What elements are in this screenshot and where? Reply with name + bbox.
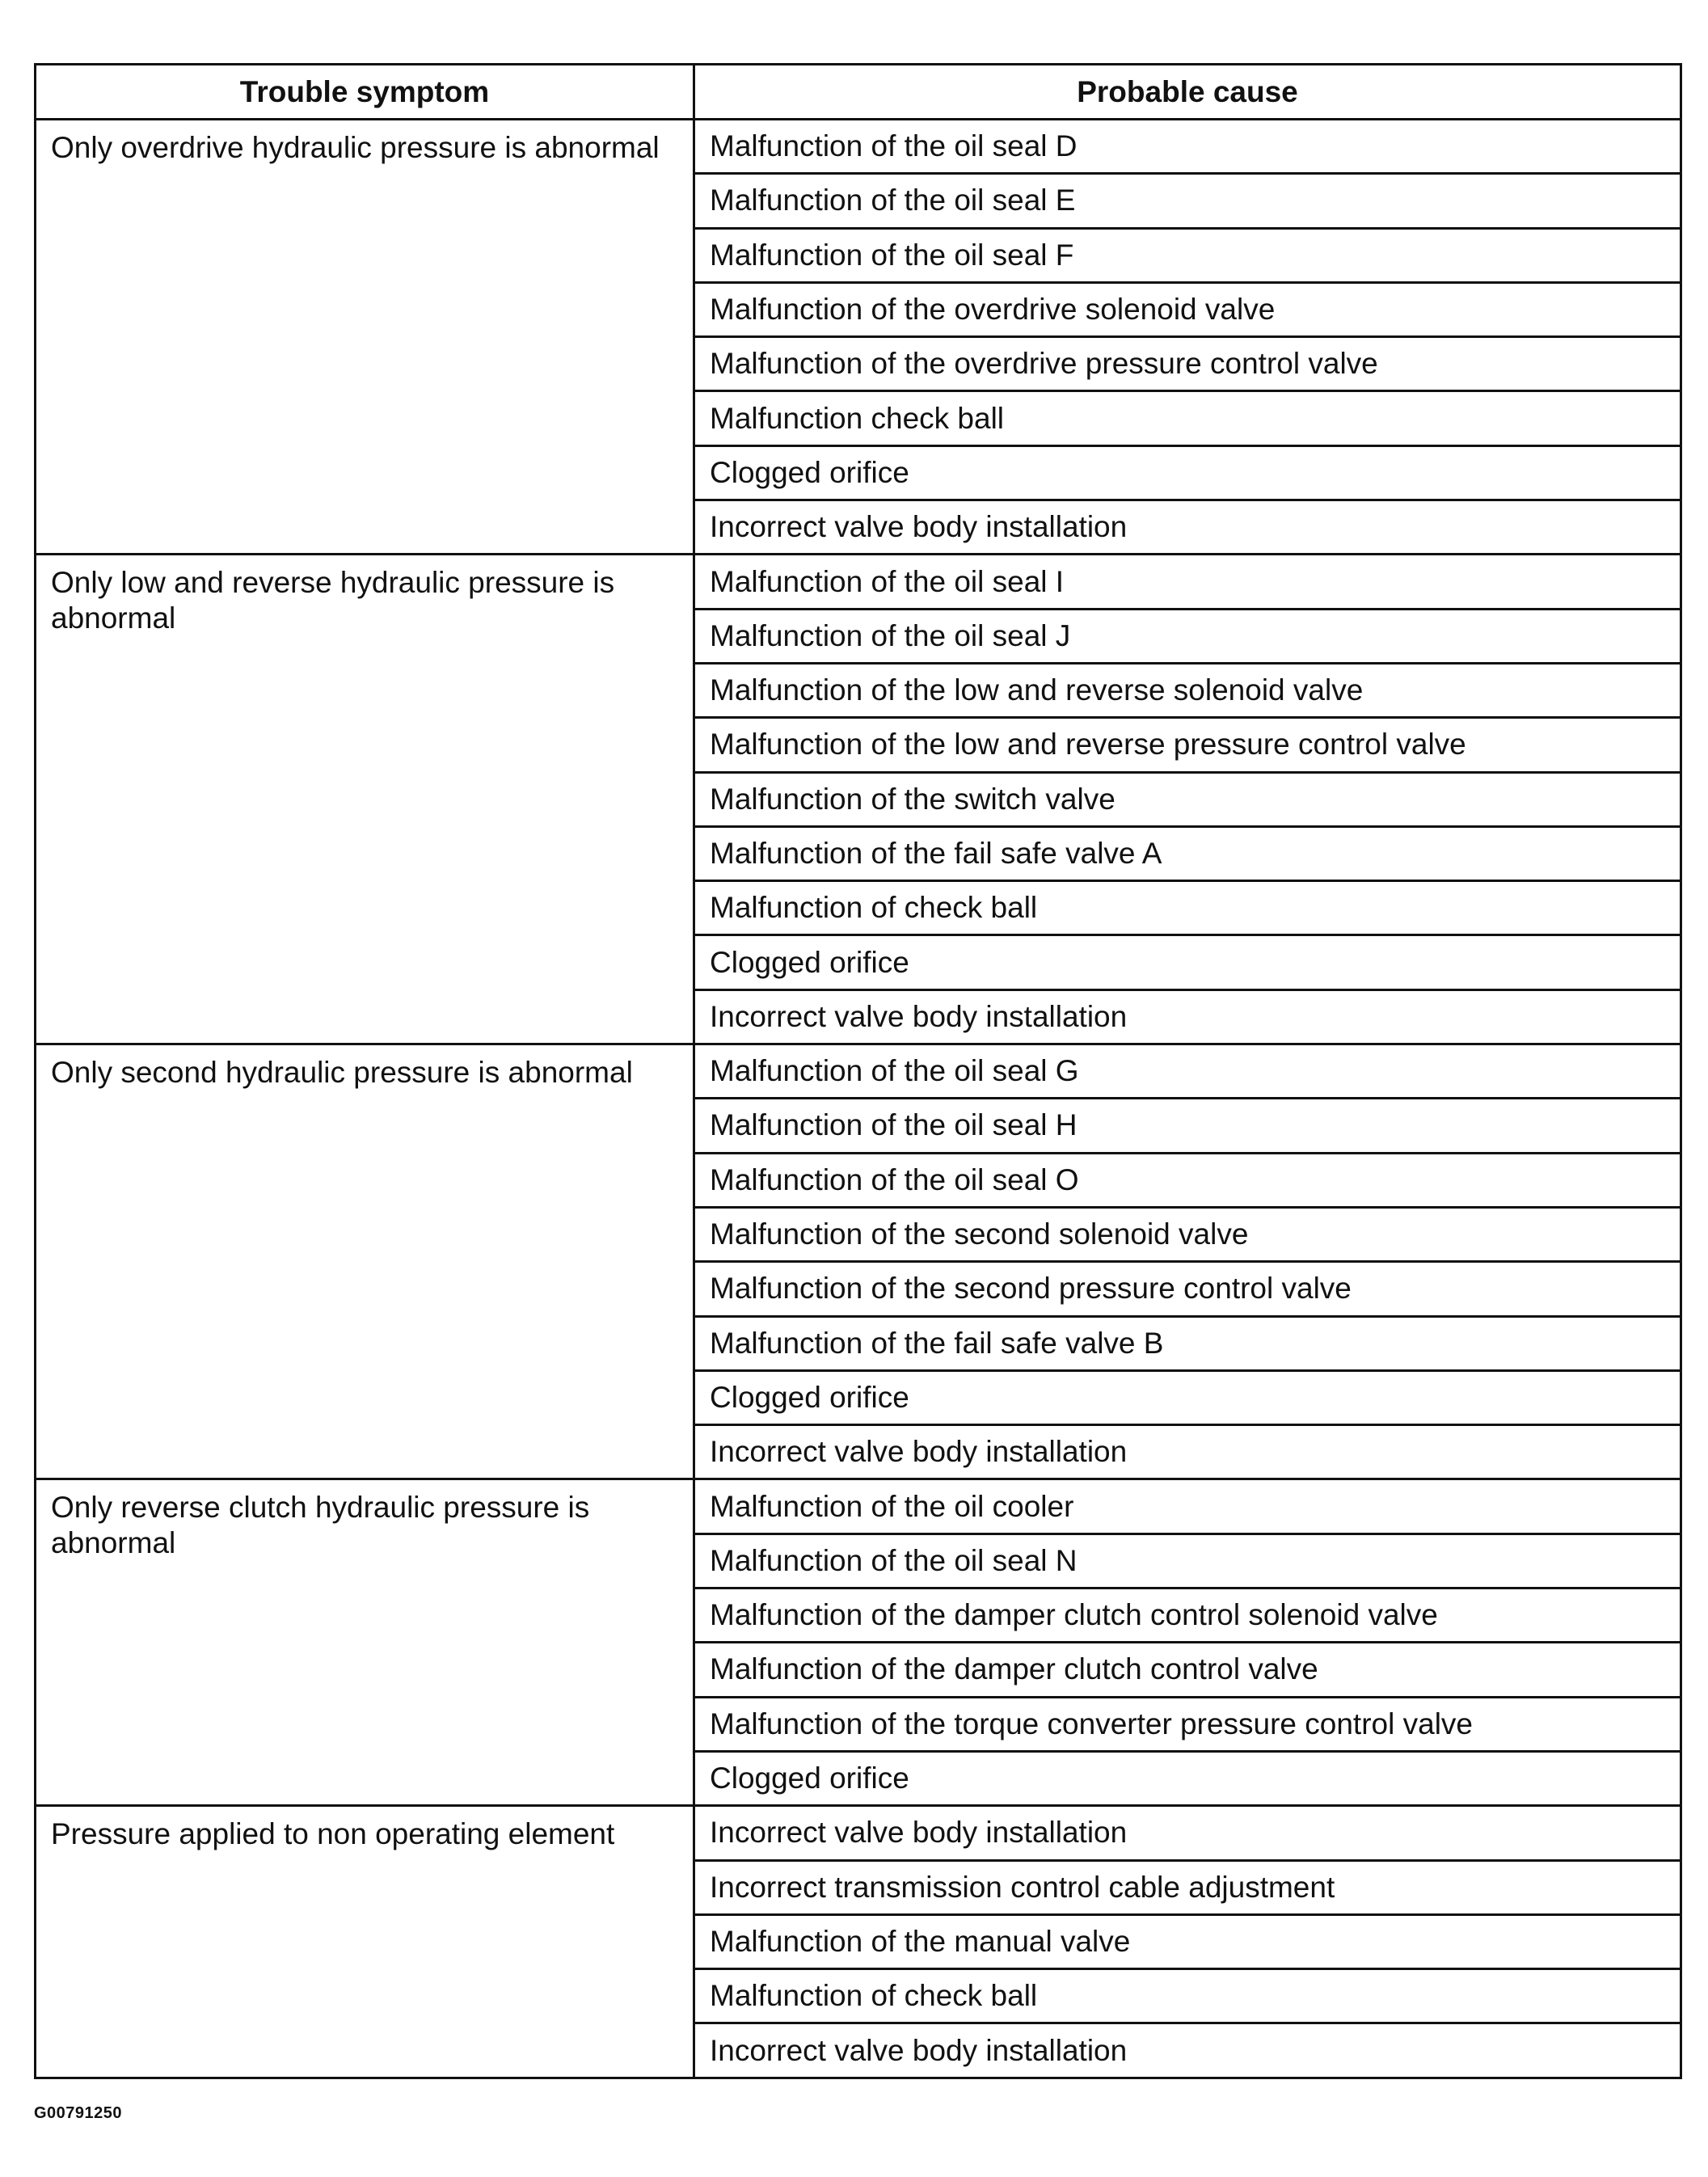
probable-cause-cell: Malfunction of the torque converter pressure control valve: [694, 1697, 1681, 1751]
probable-cause-cell: Malfunction of the damper clutch control solenoid valve: [694, 1588, 1681, 1643]
probable-cause-cell: Clogged orifice: [694, 935, 1681, 989]
probable-cause-cell: Malfunction of the oil seal O: [694, 1153, 1681, 1207]
probable-cause-cell: Incorrect valve body installation: [694, 989, 1681, 1044]
table-body: [36, 120, 1681, 2078]
probable-cause-cell: Malfunction of the oil seal N: [694, 1534, 1681, 1588]
probable-cause-cell: Clogged orifice: [694, 1370, 1681, 1424]
probable-cause-cell: Malfunction of the overdrive pressure control valve: [694, 337, 1681, 391]
probable-cause-cell: Malfunction of the oil seal H: [694, 1099, 1681, 1153]
troubleshooting-table: [34, 63, 1682, 2079]
probable-cause-cell: Incorrect valve body installation: [694, 500, 1681, 555]
figure-code: G00791250: [34, 2104, 123, 2122]
probable-cause-cell: Malfunction of the oil seal G: [694, 1044, 1681, 1099]
probable-cause-cell: Malfunction of the oil seal E: [694, 174, 1681, 228]
probable-cause-cell: Clogged orifice: [694, 1751, 1681, 1805]
probable-cause-cell: Incorrect valve body installation: [694, 2023, 1681, 2078]
header-row: [36, 65, 1681, 120]
table-row: [36, 120, 1681, 174]
trouble-symptom-cell: Pressure applied to non operating element: [36, 1806, 694, 2078]
probable-cause-cell: Incorrect valve body installation: [694, 1425, 1681, 1479]
probable-cause-cell: Malfunction of the fail safe valve A: [694, 826, 1681, 880]
probable-cause-cell: Malfunction check ball: [694, 391, 1681, 445]
probable-cause-cell: Malfunction of the oil seal F: [694, 228, 1681, 282]
table-row: [36, 1806, 1681, 1860]
trouble-symptom-cell: Only overdrive hydraulic pressure is abnormal: [36, 120, 694, 555]
probable-cause-cell: Malfunction of the fail safe valve B: [694, 1316, 1681, 1370]
probable-cause-cell: Malfunction of the manual valve: [694, 1914, 1681, 1968]
probable-cause-cell: Malfunction of the overdrive solenoid valve: [694, 282, 1681, 336]
probable-cause-cell: Malfunction of the switch valve: [694, 772, 1681, 826]
trouble-symptom-cell: Only reverse clutch hydraulic pressure is abnormal: [36, 1479, 694, 1806]
probable-cause-cell: Malfunction of the oil seal D: [694, 120, 1681, 174]
document-sheet: [34, 63, 1680, 2079]
probable-cause-cell: Malfunction of the damper clutch control valve: [694, 1643, 1681, 1697]
probable-cause-cell: Malfunction of check ball: [694, 881, 1681, 935]
probable-cause-cell: Malfunction of the low and reverse solenoid valve: [694, 663, 1681, 717]
probable-cause-cell: Incorrect valve body installation: [694, 1806, 1681, 1860]
probable-cause-cell: Malfunction of the low and reverse pressure control valve: [694, 718, 1681, 772]
header-probable-cause: Probable cause: [694, 65, 1681, 120]
probable-cause-cell: Incorrect transmission control cable adjustment: [694, 1860, 1681, 1914]
trouble-symptom-cell: Only low and reverse hydraulic pressure is abnormal: [36, 555, 694, 1044]
table-row: [36, 1044, 1681, 1099]
probable-cause-cell: Malfunction of the second pressure control valve: [694, 1262, 1681, 1316]
trouble-symptom-cell: Only second hydraulic pressure is abnormal: [36, 1044, 694, 1479]
probable-cause-cell: Malfunction of the oil seal J: [694, 609, 1681, 663]
table-row: [36, 1479, 1681, 1534]
probable-cause-cell: Clogged orifice: [694, 445, 1681, 500]
probable-cause-cell: Malfunction of the oil seal I: [694, 555, 1681, 609]
probable-cause-cell: Malfunction of check ball: [694, 1969, 1681, 2023]
table-row: [36, 555, 1681, 609]
probable-cause-cell: Malfunction of the oil cooler: [694, 1479, 1681, 1534]
probable-cause-cell: Malfunction of the second solenoid valve: [694, 1207, 1681, 1261]
header-trouble-symptom: Trouble symptom: [36, 65, 694, 120]
